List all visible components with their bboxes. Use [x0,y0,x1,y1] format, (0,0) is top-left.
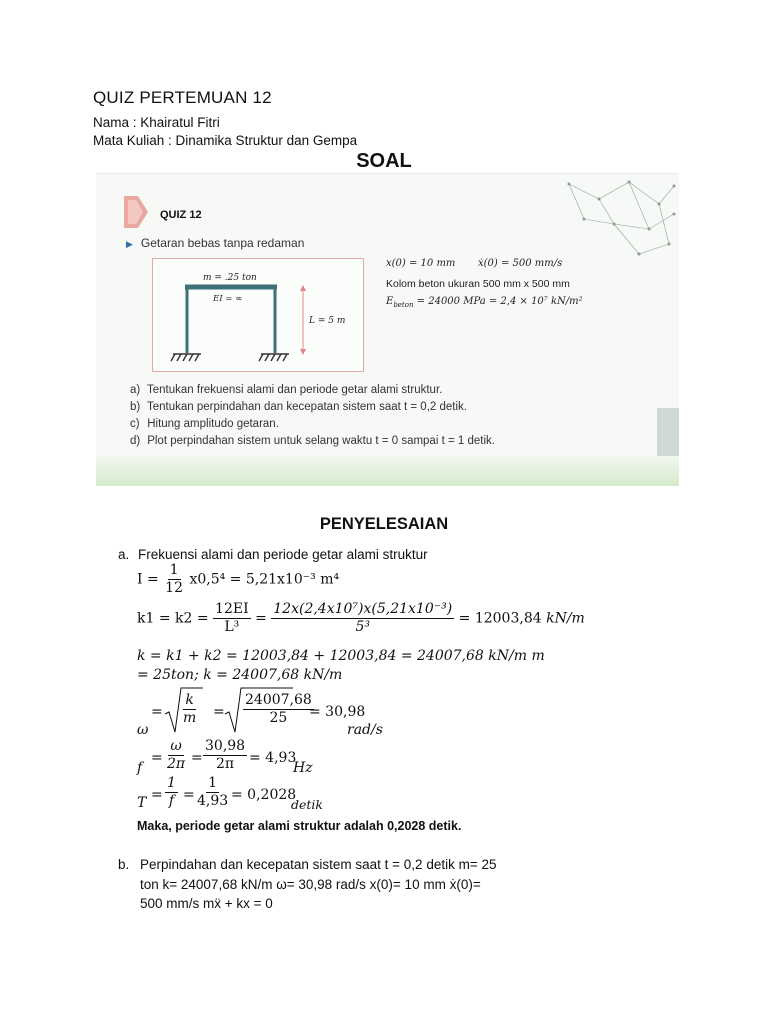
pentagon-badge-icon [122,194,150,230]
solution-b-line-2: ton k= 24007,68 kN/m ω= 30,98 rad/s x(0)= 10 mm ẋ(0)= [140,877,481,892]
mass-stiffness: = 25ton; k = 24007,68 kN/m [137,667,343,683]
page-title: QUIZ PERTEMUAN 12 [93,88,272,107]
question-b: b) Tentukan perpindahan dan kecepatan sistem saat t = 0,2 detik. [130,401,467,413]
svg-text:=: = [213,704,225,720]
question-c: c) Hitung amplitudo getaran. [130,418,279,430]
column-size: Kolom beton ukuran 500 mm x 500 mm [386,278,570,290]
course-name: Mata Kuliah : Dinamika Struktur dan Gempa [93,133,358,148]
penyelesaian-heading: PENYELESAIAN [319,515,449,533]
solution-b-line-1: b. Perpindahan dan kecepatan sistem saat t = 0,2 detik m= 25 [118,857,497,872]
length-label: L = 5 m [309,316,346,326]
total-stiffness: k = k1 + k2 = 12003,84 + 12003,84 = 24007,68 kN/m m [137,648,545,664]
inertia-equation: I = $\frac{1}{12}$ x0,5⁴ = 5,21x10⁻³ m⁴ [137,562,340,596]
mass-label: m = .25 ton [203,273,257,283]
initial-displacement: x(0) = 10 mm [386,258,456,269]
soal-heading: SOAL [356,150,412,172]
question-a: a) Tentukan frekuensi alami dan periode getar alami struktur. [130,384,443,396]
portal-frame-icon [153,259,363,371]
solution-a-heading: a. Frekuensi alami dan periode getar alami struktur [118,547,428,562]
slide-footer-bar [96,456,679,486]
frequency-equation: = f $\frac{\omega}{2\pi}$ = $\frac{30,98}{2\pi}$ = 4,93 Hz [137,738,313,776]
student-name: Nama : Khairatul Fitri [93,115,220,130]
solution-b-line-3: 500 mm/s mẍ + kx = 0 [140,896,273,911]
slide-subtitle: ▶ Getaran bebas tanpa redaman [126,236,305,250]
period-equation: = T $\frac{1}{f}$ = $\frac{1}{4,93}$ = 0,2028 detik [137,775,323,812]
ei-label: EI = ∞ [213,294,243,304]
conclusion-text: Maka, periode getar alami struktur adalah 0,2028 detik. [137,819,462,833]
play-triangle-icon: ▶ [126,239,133,249]
quiz-label: QUIZ 12 [160,209,202,221]
quiz-slide-image [96,173,679,486]
frame-diagram [152,258,364,372]
elastic-modulus: $E_{beton} = 24000$ MPa = 2,4 × 10⁷ kN/m² [386,296,583,309]
network-decoration-icon [559,174,679,264]
stiffness-equation: k1 = k2 = $\frac{12EI}{\text{L³}}$ = $\frac{\text{12x(2,4x10⁷)x(5,21x10⁻³)}}{\text{5³}}$ = 12003,84 kN/m [137,601,585,635]
initial-velocity: ẋ(0) = 500 mm/s [478,258,563,269]
omega-equation: = ω = $\frac{k}{m}$ $\frac{24007,68}{25}$ = 30,98 rad/s [137,686,437,736]
question-d: d) Plot perpindahan sistem untuk selang waktu t = 0 sampai t = 1 detik. [130,435,495,447]
